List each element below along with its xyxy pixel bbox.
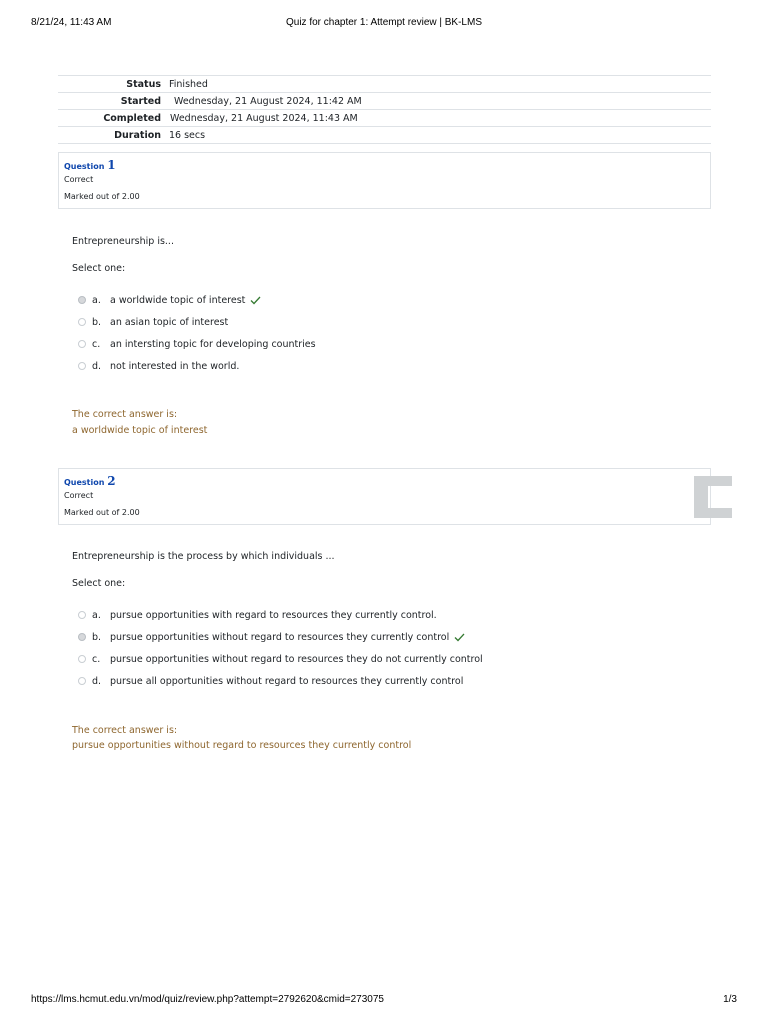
- question-label: Question: [64, 478, 105, 487]
- answer-letter: d.: [92, 360, 102, 372]
- answer-option[interactable]: [78, 674, 463, 688]
- answer-option[interactable]: [78, 337, 316, 351]
- select-one-prompt: Select one:: [72, 263, 126, 274]
- answer-text: pursue opportunities without regard to resources they currently control: [110, 631, 450, 643]
- radio-button[interactable]: [78, 296, 86, 304]
- summary-label: Status: [58, 76, 169, 93]
- print-url: https://lms.hcmut.edu.vn/mod/quiz/review.php?attempt=2792620&cmid=273075: [31, 994, 384, 1005]
- answer-letter: c.: [92, 338, 101, 350]
- right-answer-label: The correct answer is:: [72, 409, 178, 420]
- question-info-box: [58, 152, 711, 209]
- check-icon: [250, 296, 260, 304]
- answer-option[interactable]: [78, 359, 239, 373]
- answer-text: a worldwide topic of interest: [110, 294, 246, 306]
- question-info-box: [58, 468, 711, 525]
- question-number-value: 1: [107, 158, 116, 172]
- answer-text: pursue all opportunities without regard to resources they currently control: [110, 675, 464, 687]
- attempt-summary-table: [58, 75, 711, 144]
- summary-value: Wednesday, 21 August 2024, 11:42 AM: [169, 93, 711, 110]
- summary-label: Completed: [58, 110, 169, 127]
- answer-option[interactable]: [78, 315, 228, 329]
- question-text: Entrepreneurship is the process by which individuals ...: [72, 551, 335, 562]
- answer-letter: c.: [92, 653, 101, 665]
- radio-button[interactable]: [78, 340, 86, 348]
- answer-letter: b.: [92, 631, 102, 643]
- right-answer-label: The correct answer is:: [72, 725, 178, 736]
- summary-row: [58, 127, 711, 144]
- radio-button[interactable]: [78, 677, 86, 685]
- answer-text: pursue opportunities with regard to resources they currently control.: [110, 609, 437, 621]
- answer-letter: a.: [92, 609, 101, 621]
- question-grade: Marked out of 2.00: [64, 192, 140, 201]
- answer-letter: b.: [92, 316, 102, 328]
- answer-option[interactable]: [78, 293, 260, 307]
- question-number: [64, 158, 116, 172]
- page-number: 1/3: [723, 994, 737, 1005]
- question-number-value: 2: [107, 474, 116, 488]
- print-date: 8/21/24, 11:43 AM: [31, 17, 112, 28]
- right-answer-text: a worldwide topic of interest: [72, 425, 208, 436]
- radio-button[interactable]: [78, 655, 86, 663]
- question-label: Question: [64, 162, 105, 171]
- question-state: Correct: [64, 491, 94, 500]
- answer-text: an intersting topic for developing countries: [110, 338, 316, 350]
- summary-value: Finished: [169, 76, 711, 93]
- check-icon: [454, 633, 464, 641]
- answer-option[interactable]: [78, 652, 483, 666]
- select-one-prompt: Select one:: [72, 578, 126, 589]
- right-answer-text: pursue opportunities without regard to resources they currently control: [72, 740, 412, 751]
- radio-button[interactable]: [78, 362, 86, 370]
- question-state: Correct: [64, 175, 94, 184]
- question-text: Entrepreneurship is...: [72, 236, 174, 247]
- question-grade: Marked out of 2.00: [64, 508, 140, 517]
- summary-value: 16 secs: [169, 127, 711, 144]
- radio-button[interactable]: [78, 633, 86, 641]
- radio-button[interactable]: [78, 611, 86, 619]
- answer-text: not interested in the world.: [110, 360, 240, 372]
- answer-option[interactable]: [78, 608, 437, 622]
- print-footer: [0, 994, 768, 1008]
- answer-text: pursue opportunities without regard to resources they do not currently control: [110, 653, 483, 665]
- question-number: [64, 474, 116, 488]
- summary-row: [58, 110, 711, 127]
- answer-letter: d.: [92, 675, 102, 687]
- radio-button[interactable]: [78, 318, 86, 326]
- answer-letter: a.: [92, 294, 101, 306]
- summary-label: Duration: [58, 127, 169, 144]
- summary-label: Started: [58, 93, 169, 110]
- summary-value: Wednesday, 21 August 2024, 11:43 AM: [169, 110, 711, 127]
- summary-row: [58, 76, 711, 93]
- print-title: Quiz for chapter 1: Attempt review | BK-LMS: [285, 17, 482, 28]
- answer-option[interactable]: [78, 630, 464, 644]
- answer-text: an asian topic of interest: [110, 316, 229, 328]
- drawer-toggle-icon[interactable]: [694, 476, 732, 518]
- print-header: [0, 17, 768, 31]
- summary-row: [58, 93, 711, 110]
